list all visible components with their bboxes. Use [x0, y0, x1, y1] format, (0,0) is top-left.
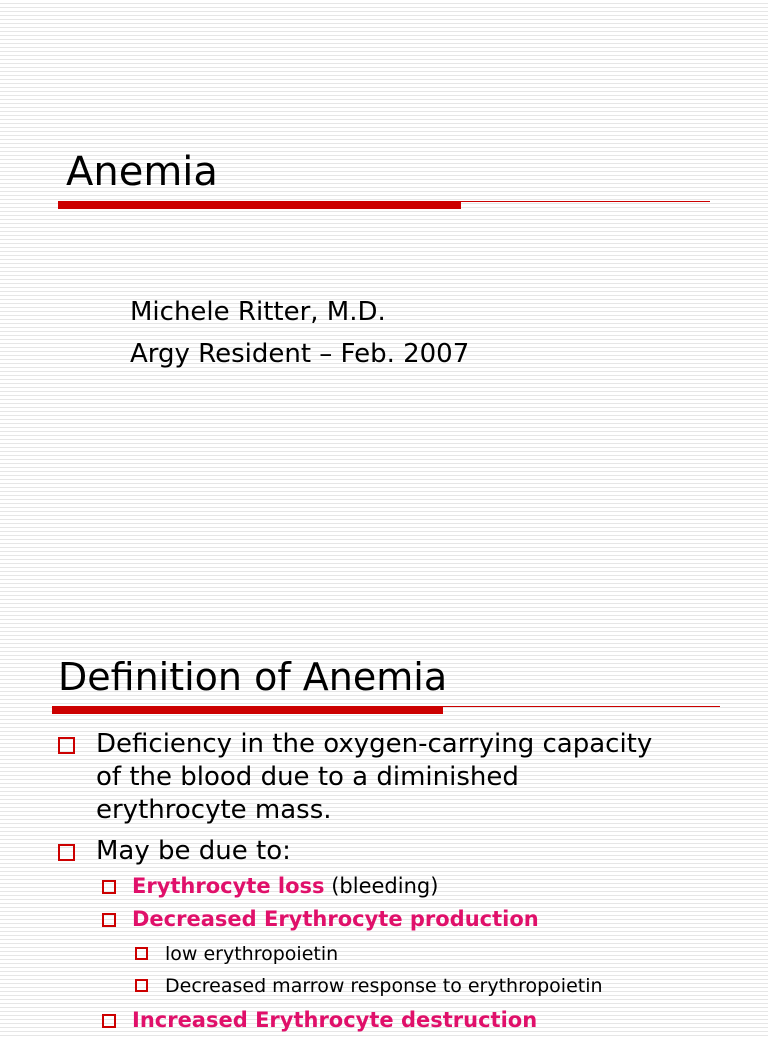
bullet-square-icon: [102, 880, 116, 894]
bullet-text: low erythropoietin: [165, 943, 339, 965]
cause-note: (bleeding): [324, 874, 439, 898]
bullet-square-icon: [58, 844, 75, 861]
title-underline-thick: [52, 706, 443, 714]
sub-bullet-item: [102, 1004, 537, 1037]
slide-title: Anemia: [66, 149, 218, 195]
author-name: Michele Ritter, M.D.: [130, 297, 386, 327]
slide-title: Definition of Anemia: [58, 655, 448, 699]
bullet-square-icon: [102, 1014, 116, 1028]
sub-sub-bullet-item: [135, 970, 603, 1002]
sub-sub-bullet-item: [135, 938, 338, 970]
bullet-square-icon: [102, 913, 116, 927]
title-underline-thick: [58, 201, 461, 209]
bullet-item: [58, 728, 652, 827]
cause-label: Decreased Erythrocyte production: [132, 907, 539, 931]
cause-label: Increased Erythrocyte destruction: [132, 1008, 538, 1032]
bullet-square-icon: [135, 979, 148, 992]
sub-bullet-item: [102, 870, 438, 903]
bullet-text: Decreased marrow response to erythropoietin: [165, 975, 603, 997]
cause-label: Erythrocyte loss: [132, 874, 325, 898]
bullet-text: of the blood due to a diminished: [96, 762, 519, 792]
bullet-item: [58, 835, 291, 868]
bullet-text: Deficiency in the oxygen-carrying capacity: [96, 729, 653, 759]
bullet-text: May be due to:: [96, 836, 291, 866]
definition-slide: [0, 600, 768, 1032]
bullet-square-icon: [135, 947, 148, 960]
sub-bullet-item: [102, 903, 539, 936]
bullet-text: erythrocyte mass.: [96, 795, 332, 825]
author-affiliation: Argy Resident – Feb. 2007: [130, 339, 470, 369]
bullet-square-icon: [58, 737, 75, 754]
